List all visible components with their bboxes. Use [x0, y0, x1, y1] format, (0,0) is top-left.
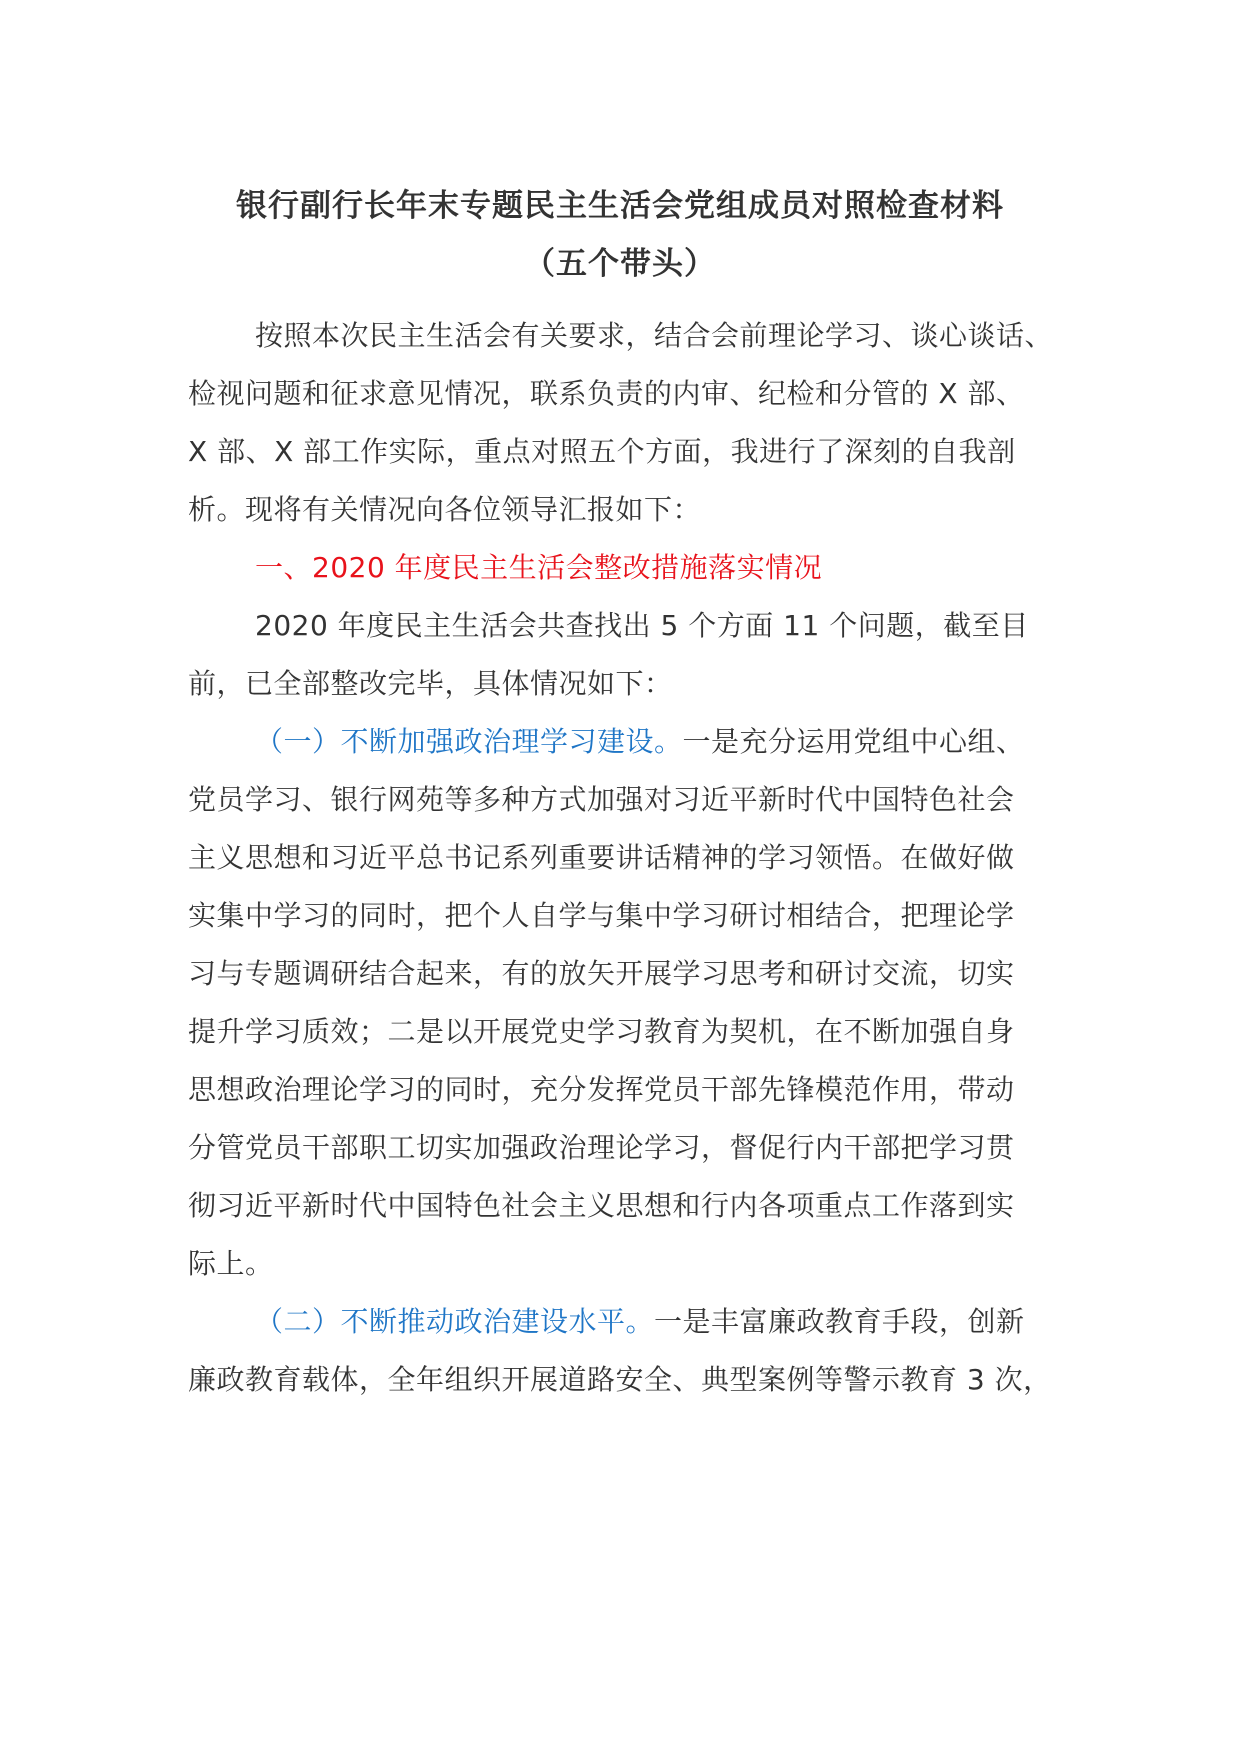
item-1-line: 主义思想和习近平总书记系列重要讲话精神的学习领悟。在做好做	[188, 841, 1015, 874]
item-2-heading: （二）不断推动政治建设水平。	[255, 1305, 655, 1338]
item-1-line: 习与专题调研结合起来，有的放矢开展学习思考和研讨交流，切实	[188, 957, 1015, 990]
item-2-first-line-text: 一是丰富廉政教育手段，创新	[654, 1305, 1025, 1338]
item-1-line: 彻习近平新时代中国特色社会主义思想和行内各项重点工作落到实	[188, 1189, 1015, 1222]
item-2-line: 廉政教育载体，全年组织开展道路安全、典型案例等警示教育 3 次，	[188, 1363, 1052, 1396]
item-1-line: 思想政治理论学习的同时，充分发挥党员干部先锋模范作用，带动	[188, 1073, 1015, 1106]
item-2-first-line	[255, 1302, 1025, 1342]
item-1-heading: （一）不断加强政治理学习建设。	[255, 725, 683, 758]
intro-line-1: 按照本次民主生活会有关要求，结合会前理论学习、谈心谈话、	[255, 319, 1054, 352]
item-1-line: 实集中学习的同时，把个人自学与集中学习研讨相结合，把理论学	[188, 899, 1015, 932]
item-1-line: 际上。	[188, 1247, 274, 1280]
section-1-summary-line-2: 前，已全部整改完毕，具体情况如下：	[188, 667, 673, 700]
intro-line-4: 析。现将有关情况向各位领导汇报如下：	[188, 493, 702, 526]
section-1-summary-line-1: 2020 年度民主生活会共查找出 5 个方面 11 个问题，截至目	[255, 609, 1029, 642]
section-1-heading: 一、2020 年度民主生活会整改措施落实情况	[255, 551, 823, 584]
item-1-line: 党员学习、银行网苑等多种方式加强对习近平新时代中国特色社会	[188, 783, 1015, 816]
item-1-line: 提升学习质效；二是以开展党史学习教育为契机，在不断加强自身	[188, 1015, 1015, 1048]
document-title-line-2: （五个带头）	[524, 246, 716, 282]
intro-line-2: 检视问题和征求意见情况，联系负责的内审、纪检和分管的 X 部、	[188, 377, 1025, 410]
item-1-line: 分管党员干部职工切实加强政治理论学习，督促行内干部把学习贯	[188, 1131, 1015, 1164]
item-1-first-line-text: 一是充分运用党组中心组、	[682, 725, 1025, 758]
item-1-first-line	[255, 722, 1025, 762]
document-title-line-1: 银行副行长年末专题民主生活会党组成员对照检查材料	[236, 188, 1004, 224]
intro-line-3: X 部、X 部工作实际，重点对照五个方面，我进行了深刻的自我剖	[188, 435, 1016, 468]
